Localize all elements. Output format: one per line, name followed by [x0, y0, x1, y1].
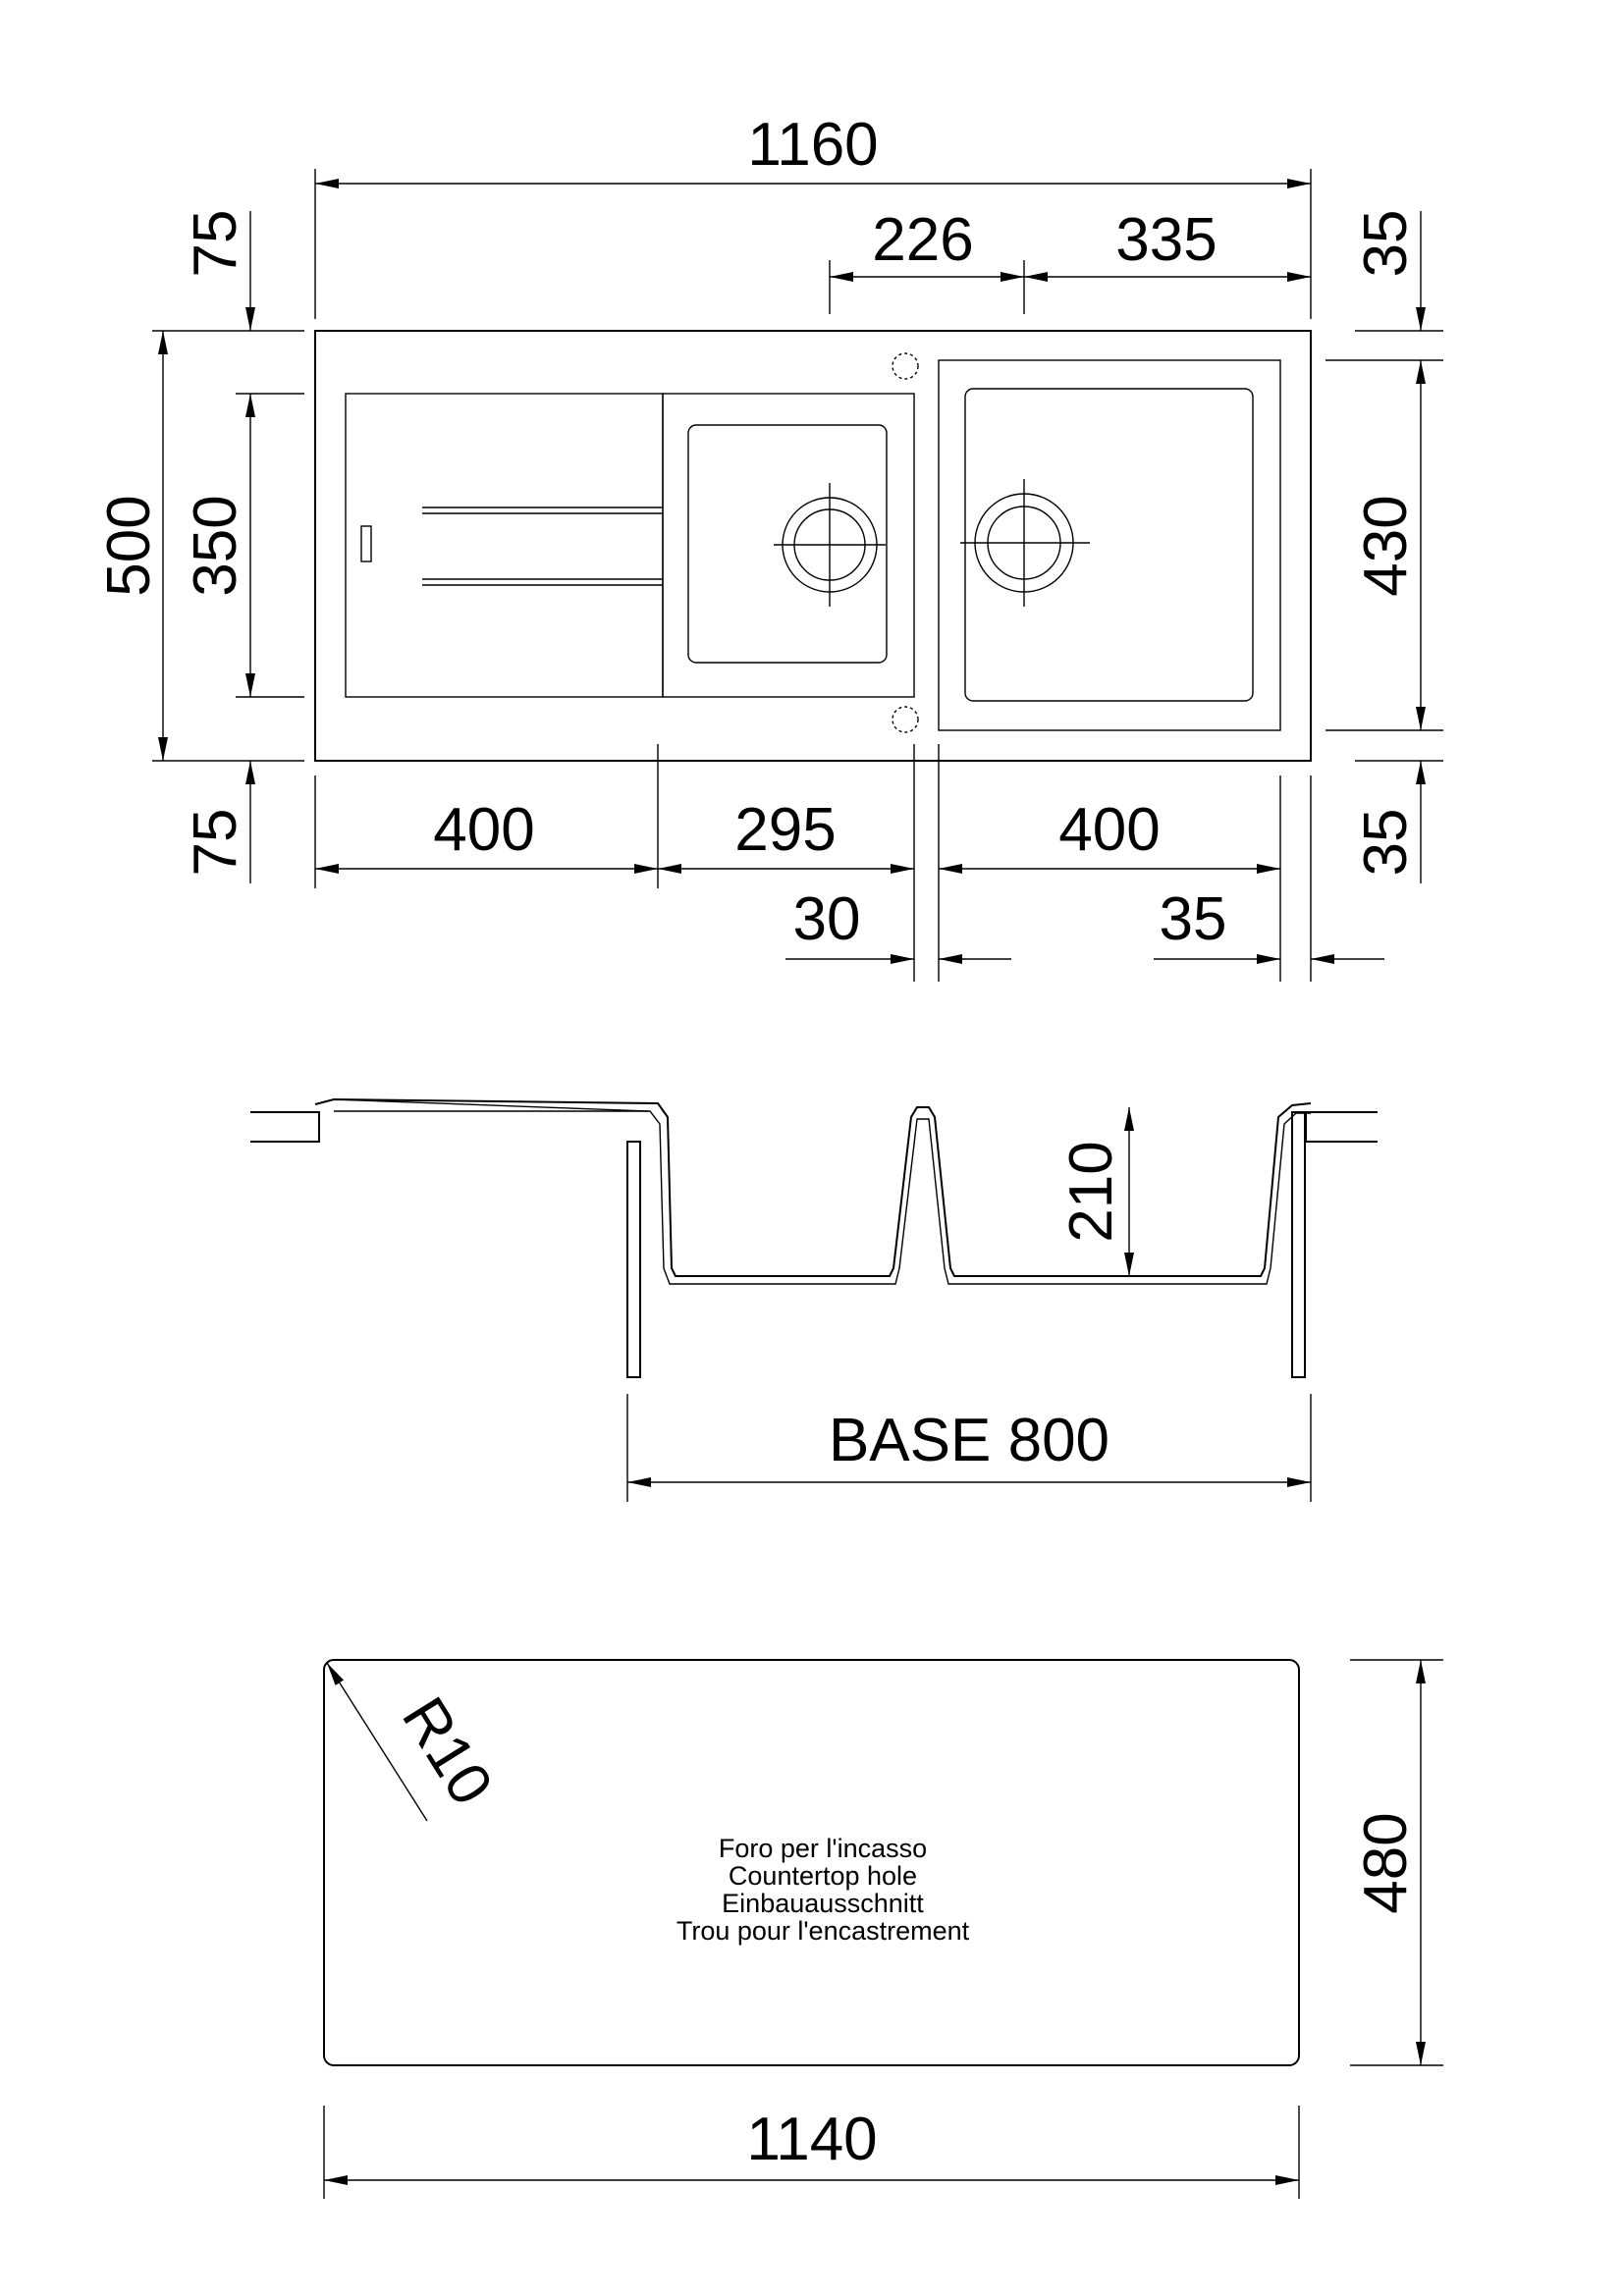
large-bowl-drain [960, 479, 1090, 607]
dim-margin-bottom-right: 35 [1352, 808, 1420, 877]
countertop-left [250, 1112, 319, 1142]
dim-cutout-width: 1140 [746, 2106, 878, 2173]
large-bowl [965, 389, 1253, 701]
dim-base-label: BASE 800 [828, 1407, 1110, 1474]
dim-small-bowl-width: 295 [734, 796, 837, 864]
dim-margin-bottom-left: 75 [182, 808, 249, 877]
dim-right-width-top: 335 [1115, 206, 1217, 274]
dim-bowl-height: 210 [1057, 1141, 1125, 1243]
caption-en: Countertop hole [728, 1861, 918, 1891]
dim-tap-offset: 226 [872, 206, 974, 274]
dim-margin-top-right: 35 [1352, 209, 1420, 278]
sink-outline [315, 331, 1311, 761]
dim-overall-width: 1160 [747, 111, 879, 179]
small-bowl-drain [774, 483, 886, 607]
dim-divider-width: 30 [792, 885, 861, 953]
caption-fr: Trou pour l'encastrement [676, 1916, 970, 1946]
overflow-slot [361, 526, 371, 561]
sink-profile [315, 1099, 1311, 1276]
cabinet-wall-right [1292, 1112, 1305, 1377]
caption-it: Foro per l'incasso [718, 1834, 928, 1863]
dim-large-bowl-width: 400 [1058, 796, 1161, 864]
dim-overall-depth: 500 [95, 495, 163, 597]
large-bowl-frame [939, 360, 1280, 730]
dim-cutout-depth: 480 [1352, 1812, 1420, 1914]
dim-corner-radius: R10 [388, 1685, 506, 1817]
dim-bowl-depth: 430 [1352, 495, 1420, 597]
dim-drainboard-width: 400 [433, 796, 535, 864]
cutout-view [324, 1660, 1443, 2199]
countertop-right [1306, 1112, 1378, 1142]
dim-drainboard-depth: 350 [182, 495, 249, 597]
top-view [95, 111, 1443, 982]
cabinet-wall-left [627, 1142, 640, 1377]
small-bowl [688, 425, 887, 663]
dim-margin-top-left: 75 [182, 209, 249, 278]
caption-de: Einbauausschnitt [722, 1889, 924, 1918]
tap-hole-top [893, 353, 918, 379]
dim-right-margin-width: 35 [1159, 885, 1227, 953]
side-view [250, 1099, 1378, 1502]
drainboard [346, 394, 663, 697]
tap-hole-bottom [893, 707, 918, 732]
